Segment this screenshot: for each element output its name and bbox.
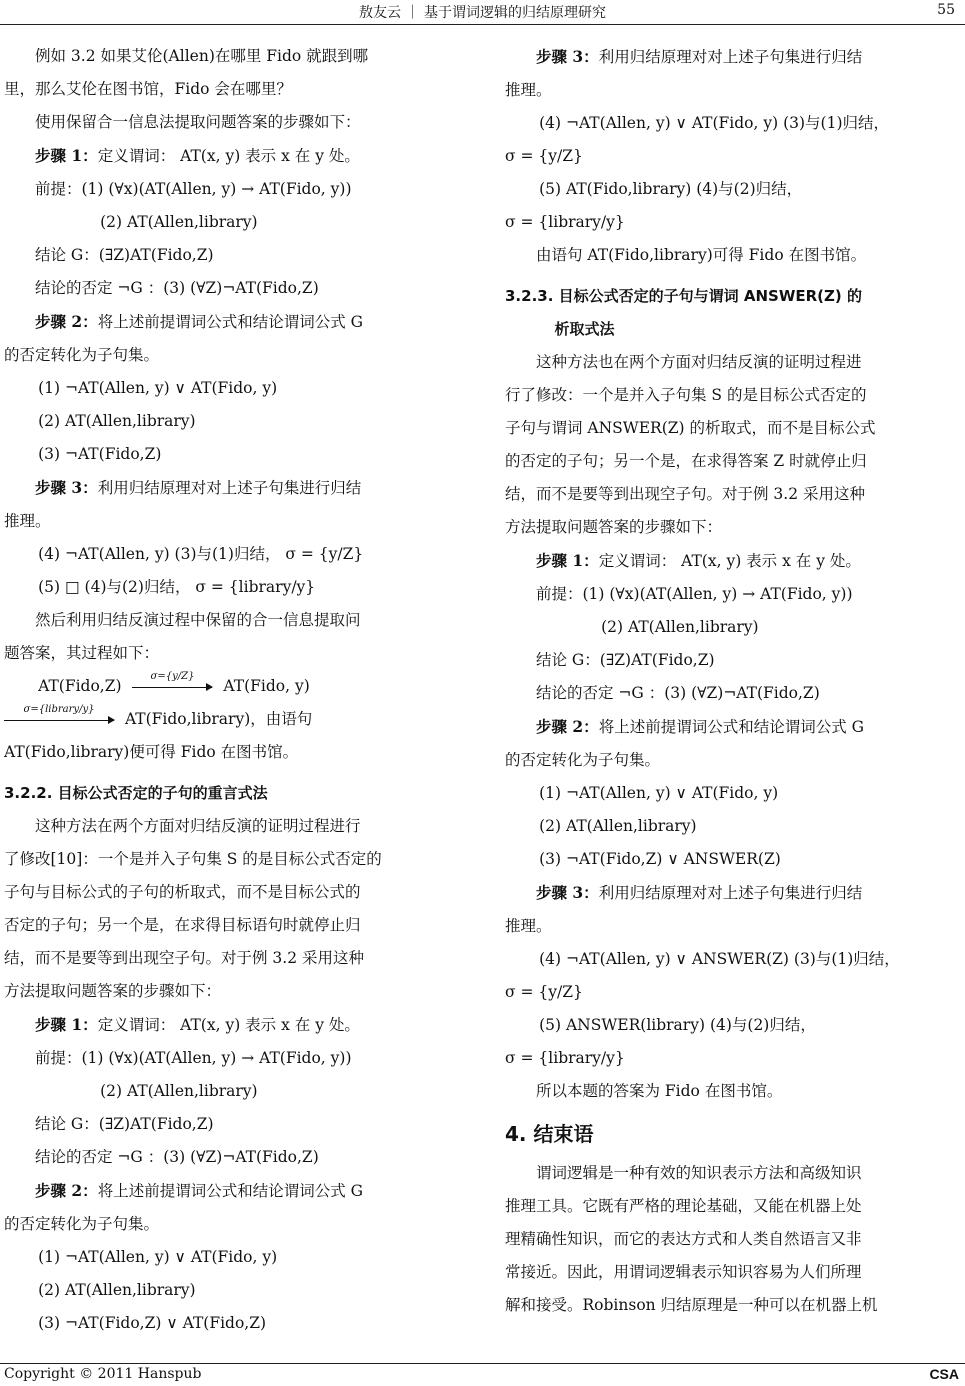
line-text: 前提：(1) (∀x)(AT(Allen, y) → AT(Fido, y)) bbox=[35, 180, 352, 198]
line-text: 这种方法也在两个方面对归结反演的证明过程进 bbox=[536, 353, 862, 371]
step-label: 步骤 1： bbox=[536, 551, 599, 570]
text-line bbox=[4, 272, 462, 305]
line-text: (2) AT(Allen,library) bbox=[601, 618, 759, 636]
text-line bbox=[505, 976, 963, 1009]
line-text: (2) AT(Allen,library) bbox=[38, 412, 196, 430]
text-line bbox=[505, 1075, 963, 1108]
line-text: (2) AT(Allen,library) bbox=[100, 1082, 258, 1100]
line-text: 结，而不是要等到出现空子句。对于例 3.2 采用这种 bbox=[505, 485, 866, 503]
right-column bbox=[505, 40, 963, 1322]
text-line bbox=[4, 339, 462, 372]
line-text: 结论 G：(∃Z)AT(Fido,Z) bbox=[536, 651, 715, 669]
text-line bbox=[505, 677, 963, 710]
line-text: 的否定的子句；另一个是，在求得答案 Z 时就停止归 bbox=[505, 452, 867, 470]
text-line bbox=[505, 412, 963, 445]
text-line bbox=[4, 604, 462, 637]
line-text: 4. 结束语 bbox=[505, 1122, 594, 1146]
text-line bbox=[505, 1157, 963, 1190]
text-line bbox=[505, 611, 963, 644]
text-line bbox=[505, 744, 963, 777]
text-line bbox=[4, 1208, 462, 1241]
text-line bbox=[505, 478, 963, 511]
text-line bbox=[505, 876, 963, 910]
text-line bbox=[4, 1042, 462, 1075]
line-text: 推理工具。它既有严格的理论基础，又能在机器上处 bbox=[505, 1197, 862, 1215]
line-text: 利用归结原理对对上述子句集进行归结 bbox=[97, 479, 362, 497]
text-line bbox=[505, 578, 963, 611]
line-text: 方法提取问题答案的步骤如下： bbox=[4, 982, 222, 1000]
line-text: (2) AT(Allen,library) bbox=[539, 817, 697, 835]
left-column bbox=[4, 40, 462, 1340]
text-line bbox=[505, 74, 963, 107]
derivation-result-1: AT(Fido, y) bbox=[223, 677, 310, 695]
text-line bbox=[505, 1042, 963, 1075]
text-line bbox=[4, 843, 462, 876]
line-text: 理精确性知识，而它的表达方式和人类自然语言又非 bbox=[505, 1230, 862, 1248]
substitution-label-2: σ={library/y} bbox=[23, 703, 95, 715]
step-label: 步骤 1： bbox=[35, 1015, 98, 1034]
line-text: 例如 3.2 如果艾伦(Allen)在哪里 Fido 就跟到哪 bbox=[35, 47, 369, 65]
text-line bbox=[4, 73, 462, 106]
text-line bbox=[505, 1223, 963, 1256]
text-line bbox=[505, 346, 963, 379]
line-text: 子句与目标公式的子句的析取式，而不是目标公式的 bbox=[4, 883, 361, 901]
line-text: 3.2.3. 目标公式否定的子句与谓词 ANSWER(Z) 的 bbox=[505, 287, 862, 305]
text-line bbox=[4, 637, 462, 670]
line-text: 否定的子句；另一个是，在求得目标语句时就停止归 bbox=[4, 916, 361, 934]
text-line bbox=[4, 810, 462, 843]
line-text: 定义谓词： AT(x, y) 表示 x 在 y 处。 bbox=[97, 147, 360, 165]
page-number: 55 bbox=[937, 2, 955, 18]
text-line bbox=[4, 239, 462, 272]
line-text: 结论的否定 ¬G ：(3) (∀Z)¬AT(Fido,Z) bbox=[35, 279, 319, 297]
text-line bbox=[505, 40, 963, 74]
line-text: 的否定转化为子句集。 bbox=[4, 346, 160, 364]
text-line bbox=[4, 438, 462, 471]
text-line bbox=[505, 710, 963, 744]
line-text: 将上述前提谓词公式和结论谓词公式 G bbox=[97, 1182, 363, 1200]
text-line bbox=[505, 280, 963, 313]
text-line bbox=[4, 909, 462, 942]
line-text: 定义谓词： AT(x, y) 表示 x 在 y 处。 bbox=[97, 1016, 360, 1034]
line-text: (4) ¬AT(Allen, y) (3)与(1)归结， σ = {y/Z} bbox=[38, 545, 364, 563]
text-line bbox=[505, 379, 963, 412]
text-line bbox=[505, 1256, 963, 1289]
text-line bbox=[4, 1108, 462, 1141]
line-text: 常接近。因此，用谓词逻辑表示知识容易为人们所理 bbox=[505, 1263, 862, 1281]
line-text: 子句与谓词 ANSWER(Z) 的析取式，而不是目标公式 bbox=[505, 419, 876, 437]
text-line bbox=[4, 1307, 462, 1340]
line-text: 将上述前提谓词公式和结论谓词公式 G bbox=[598, 718, 864, 736]
substitution-arrow-2 bbox=[4, 703, 114, 721]
text-line bbox=[4, 538, 462, 571]
text-line bbox=[4, 372, 462, 405]
journal-name: CSA bbox=[929, 1366, 959, 1382]
line-text: 方法提取问题答案的步骤如下： bbox=[505, 518, 723, 536]
line-text: 使用保留合一信息法提取问题答案的步骤如下： bbox=[35, 113, 361, 131]
line-text: σ = {library/y} bbox=[505, 213, 625, 231]
derivation-result-2: AT(Fido,library)，由语句 bbox=[124, 710, 313, 728]
text-line bbox=[4, 173, 462, 206]
line-text: 结论的否定 ¬G ：(3) (∀Z)¬AT(Fido,Z) bbox=[536, 684, 820, 702]
line-text: (1) ¬AT(Allen, y) ∨ AT(Fido, y) bbox=[38, 1248, 278, 1266]
text-line bbox=[505, 313, 963, 346]
derivation-line-2 bbox=[4, 703, 462, 736]
line-text: 将上述前提谓词公式和结论谓词公式 G bbox=[97, 313, 363, 331]
text-line bbox=[4, 975, 462, 1008]
line-text: 3.2.2. 目标公式否定的子句的重言式法 bbox=[4, 784, 268, 802]
text-line bbox=[4, 1008, 462, 1042]
line-text: (4) ¬AT(Allen, y) ∨ AT(Fido, y) (3)与(1)归结， bbox=[539, 114, 890, 132]
line-text: 了修改[10]：一个是并入子句集 S 的是目标公式否定的 bbox=[4, 850, 382, 868]
line-text: 由语句 AT(Fido,library)可得 Fido 在图书馆。 bbox=[536, 246, 867, 264]
text-line bbox=[4, 1241, 462, 1274]
answer-derivation bbox=[4, 670, 462, 769]
line-text: 所以本题的答案为 Fido 在图书馆。 bbox=[536, 1082, 783, 1100]
line-text: 结论 G：(∃Z)AT(Fido,Z) bbox=[35, 1115, 214, 1133]
text-line bbox=[505, 239, 963, 272]
text-line bbox=[505, 511, 963, 544]
line-text: (3) ¬AT(Fido,Z) ∨ AT(Fido,Z) bbox=[38, 1314, 267, 1332]
running-title: 敖友云 ｜ 基于谓词逻辑的归结原理研究 bbox=[359, 5, 606, 21]
line-text: (1) ¬AT(Allen, y) ∨ AT(Fido, y) bbox=[539, 784, 779, 802]
text-line bbox=[4, 571, 462, 604]
line-text: 里，那么艾伦在图书馆，Fido 会在哪里？ bbox=[4, 80, 292, 98]
text-line bbox=[505, 1190, 963, 1223]
text-line bbox=[4, 505, 462, 538]
text-line bbox=[4, 942, 462, 975]
derivation-conclusion: AT(Fido,library)便可得 Fido 在图书馆。 bbox=[4, 743, 299, 761]
line-text: 析取式法 bbox=[554, 320, 615, 338]
text-line bbox=[505, 644, 963, 677]
line-text: 结，而不是要等到出现空子句。对于例 3.2 采用这种 bbox=[4, 949, 365, 967]
line-text: 结论的否定 ¬G ：(3) (∀Z)¬AT(Fido,Z) bbox=[35, 1148, 319, 1166]
line-text: 谓词逻辑是一种有效的知识表示方法和高级知识 bbox=[536, 1164, 862, 1182]
line-text: 推理。 bbox=[505, 917, 552, 935]
step-label: 步骤 2： bbox=[35, 1181, 98, 1200]
text-line bbox=[505, 777, 963, 810]
text-line bbox=[505, 1118, 963, 1151]
derivation-start: AT(Fido,Z) bbox=[38, 677, 122, 695]
line-text: 前提：(1) (∀x)(AT(Allen, y) → AT(Fido, y)) bbox=[35, 1049, 352, 1067]
page-footer bbox=[0, 1363, 965, 1386]
step-label: 步骤 3： bbox=[536, 883, 599, 902]
text-line bbox=[4, 471, 462, 505]
page-header bbox=[0, 0, 965, 25]
line-text: 然后利用归结反演过程中保留的合一信息提取问 bbox=[35, 611, 361, 629]
text-line bbox=[4, 139, 462, 173]
substitution-label-1: σ={y/Z} bbox=[150, 670, 195, 682]
line-text: 前提：(1) (∀x)(AT(Allen, y) → AT(Fido, y)) bbox=[536, 585, 853, 603]
line-text: 利用归结原理对对上述子句集进行归结 bbox=[598, 48, 863, 66]
text-line bbox=[4, 777, 462, 810]
text-line bbox=[4, 1274, 462, 1307]
text-line bbox=[505, 206, 963, 239]
line-text: (5) ANSWER(library) (4)与(2)归结， bbox=[539, 1016, 816, 1034]
line-text: (1) ¬AT(Allen, y) ∨ AT(Fido, y) bbox=[38, 379, 278, 397]
text-line bbox=[505, 910, 963, 943]
line-text: 行了修改：一个是并入子句集 S 的是目标公式否定的 bbox=[505, 386, 867, 404]
text-line bbox=[505, 1289, 963, 1322]
text-line bbox=[505, 173, 963, 206]
text-line bbox=[4, 876, 462, 909]
text-line bbox=[505, 843, 963, 876]
text-line bbox=[4, 1075, 462, 1108]
line-text: 推理。 bbox=[4, 512, 51, 530]
text-line bbox=[505, 1009, 963, 1042]
line-text: 结论 G：(∃Z)AT(Fido,Z) bbox=[35, 246, 214, 264]
text-line bbox=[4, 106, 462, 139]
line-text: 这种方法在两个方面对归结反演的证明过程进行 bbox=[35, 817, 361, 835]
text-line bbox=[4, 405, 462, 438]
step-label: 步骤 3： bbox=[536, 47, 599, 66]
substitution-arrow-1 bbox=[132, 670, 212, 688]
line-text: (2) AT(Allen,library) bbox=[38, 1281, 196, 1299]
derivation-line-1 bbox=[4, 670, 462, 703]
text-line bbox=[4, 206, 462, 239]
line-text: 解和接受。Robinson 归结原理是一种可以在机器上机 bbox=[505, 1296, 878, 1314]
line-text: (4) ¬AT(Allen, y) ∨ ANSWER(Z) (3)与(1)归结， bbox=[539, 950, 900, 968]
step-label: 步骤 2： bbox=[536, 717, 599, 736]
line-text: (5) □ (4)与(2)归结， σ = {library/y} bbox=[38, 578, 316, 596]
line-text: 题答案，其过程如下： bbox=[4, 644, 160, 662]
text-line bbox=[505, 544, 963, 578]
line-text: σ = {y/Z} bbox=[505, 983, 583, 1001]
step-label: 步骤 2： bbox=[35, 312, 98, 331]
text-line bbox=[505, 445, 963, 478]
left-text-block bbox=[4, 40, 462, 670]
line-text: 的否定转化为子句集。 bbox=[4, 1215, 160, 1233]
line-text: (3) ¬AT(Fido,Z) ∨ ANSWER(Z) bbox=[539, 850, 781, 868]
line-text: 推理。 bbox=[505, 81, 552, 99]
text-line bbox=[505, 140, 963, 173]
line-text: 利用归结原理对对上述子句集进行归结 bbox=[598, 884, 863, 902]
line-text: (2) AT(Allen,library) bbox=[100, 213, 258, 231]
right-text-block bbox=[505, 40, 963, 1322]
line-text: σ = {library/y} bbox=[505, 1049, 625, 1067]
text-line bbox=[4, 1141, 462, 1174]
step-label: 步骤 1： bbox=[35, 146, 98, 165]
line-text: 的否定转化为子句集。 bbox=[505, 751, 661, 769]
line-text: (3) ¬AT(Fido,Z) bbox=[38, 445, 162, 463]
text-line bbox=[505, 107, 963, 140]
line-text: 定义谓词： AT(x, y) 表示 x 在 y 处。 bbox=[598, 552, 861, 570]
text-line bbox=[505, 810, 963, 843]
text-line bbox=[4, 40, 462, 73]
text-line bbox=[505, 943, 963, 976]
left-text-block-2 bbox=[4, 769, 462, 1340]
copyright: Copyright © 2011 Hanspub bbox=[4, 1366, 202, 1382]
text-line bbox=[4, 1174, 462, 1208]
line-text: (5) AT(Fido,library) (4)与(2)归结， bbox=[539, 180, 803, 198]
text-line bbox=[4, 305, 462, 339]
step-label: 步骤 3： bbox=[35, 478, 98, 497]
line-text: σ = {y/Z} bbox=[505, 147, 583, 165]
